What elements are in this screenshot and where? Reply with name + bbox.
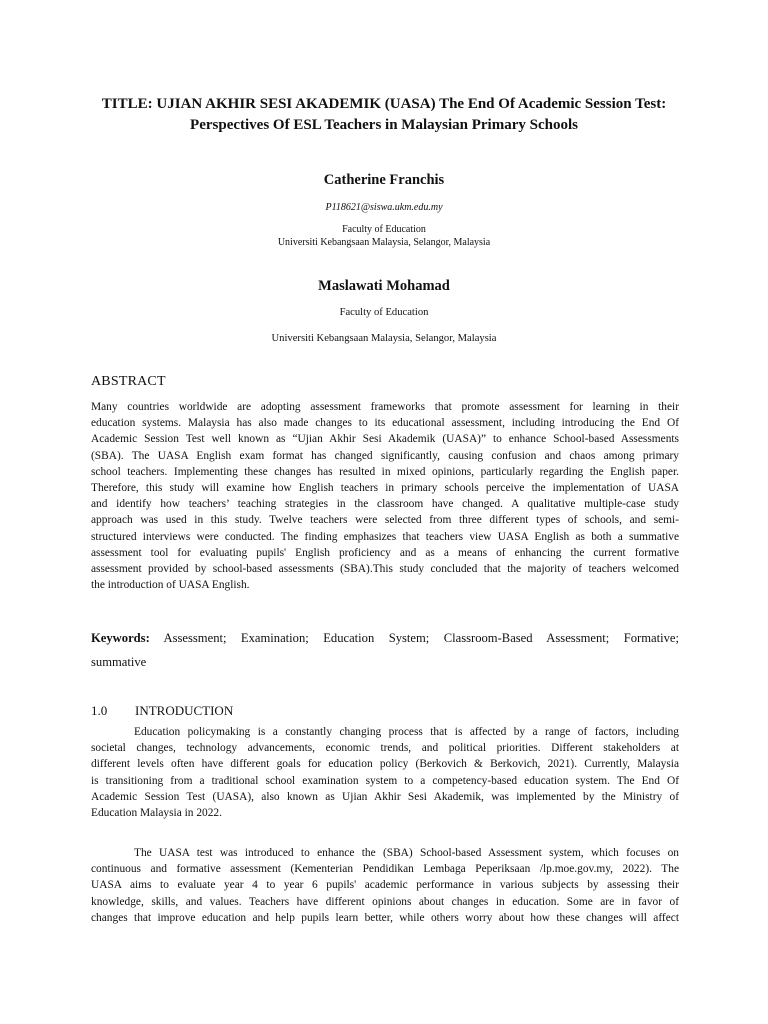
intro-line: Education Malaysia in 2022. <box>91 807 222 820</box>
intro-line: is transitioning from a traditional school examination system to a competency-based education system. The End Of <box>91 774 679 787</box>
author-1-faculty: Faculty of Education <box>342 224 426 235</box>
abstract-heading: ABSTRACT <box>91 374 166 389</box>
author-1-email: P118621@siswa.ukm.edu.my <box>325 202 443 213</box>
intro-line: changes that improve education and help pupils learn better, while others worry about how these changes will affect <box>91 911 679 924</box>
abstract-line: school teachers. Implementing these changes has resulted in mixed opinions, particularly regarding the English paper. <box>91 465 679 478</box>
abstract-line: assessment provided by school-based assessments (SBA).This study concluded that the majority of teachers welcomed <box>91 563 679 576</box>
keywords-text: Assessment; Examination; Education System; Classroom-Based Assessment; Formative; <box>163 631 679 645</box>
intro-line: continuous and formative assessment (Kementerian Pendidikan Lembaga Peperiksaan /lp.moe.gov.my, 2022). The <box>91 863 679 876</box>
section-number: 1.0 <box>91 703 108 718</box>
abstract-line: Academic Session Test well known as “Ujian Akhir Sesi Akademik (UASA)” to enhance School-based Assessments <box>91 433 679 446</box>
abstract-line: education systems. Malaysia has also made changes to its educational assessment, including introducing the End Of <box>91 417 679 430</box>
intro-paragraph-1 <box>91 724 679 821</box>
abstract-line: Many countries worldwide are adopting assessment frameworks that promote assessment for learning in their <box>91 401 679 413</box>
paper-title <box>80 94 688 136</box>
abstract-line: structured interviews were conducted. The finding emphasizes that teachers view UASA English as both a summative <box>91 530 679 543</box>
keywords-line-2: summative <box>91 655 147 669</box>
abstract-line: assessment tool for evaluating pupils' English proficiency and as a means of enhancing the current formative <box>91 546 679 559</box>
author-2-faculty: Faculty of Education <box>339 307 429 318</box>
section-title: INTRODUCTION <box>135 703 234 718</box>
intro-line: societal changes, technology advancements, economic trends, and political priorities. Different stakeholders at <box>91 742 679 755</box>
abstract-line: (SBA). The UASA English exam format has changed significantly, causing confusion and chaos among primary <box>91 449 679 462</box>
abstract-line: and identify how teachers’ teaching strategies in the classroom have changed. A qualitative multiple-case study <box>91 498 679 511</box>
abstract-line: Therefore, this study will examine how English teachers in primary schools perceive the implementation of UASA <box>91 482 679 495</box>
keywords-line-1 <box>91 626 679 650</box>
intro-line: Academic Session Test (UASA), also known as Ujian Akhir Sesi Akademik, was implemented by the Ministry of <box>91 790 679 803</box>
intro-line: The UASA test was introduced to enhance the (SBA) School-based Assessment system, which focuses on <box>134 847 679 859</box>
title-line-2: Perspectives Of ESL Teachers in Malaysian Primary Schools <box>190 117 578 133</box>
intro-line: knowledge, skills, and values. Teachers have different opinions about changes in education. Some are in favor of <box>91 895 679 908</box>
keywords-block <box>91 626 679 674</box>
author-1-name: Catherine Franchis <box>323 172 445 188</box>
author-2-university: Universiti Kebangsaan Malaysia, Selangor, Malaysia <box>271 333 497 344</box>
author-2-name: Maslawati Mohamad <box>318 278 450 294</box>
abstract-body <box>91 399 679 593</box>
abstract-line: the introduction of UASA English. <box>91 579 250 592</box>
keywords-label: Keywords: <box>91 631 150 645</box>
author-1-university: Universiti Kebangsaan Malaysia, Selangor, Malaysia <box>277 237 491 248</box>
title-line-1: TITLE: UJIAN AKHIR SESI AKADEMIK (UASA) The End Of Academic Session Test: <box>101 96 667 112</box>
intro-paragraph-2 <box>91 845 679 926</box>
intro-line: UASA aims to evaluate year 4 to year 6 pupils' academic performance in various subjects by assessing their <box>91 879 679 892</box>
abstract-line: approach was used in this study. Twelve teachers were selected from three different types of schools, and semi- <box>91 514 679 527</box>
intro-line: Education policymaking is a constantly changing process that is affected by a range of factors, including <box>134 726 679 738</box>
intro-line: different levels often have different goals for education policy (Berkovich & Berkovich, 2021). Currently, Malaysia <box>91 758 679 771</box>
